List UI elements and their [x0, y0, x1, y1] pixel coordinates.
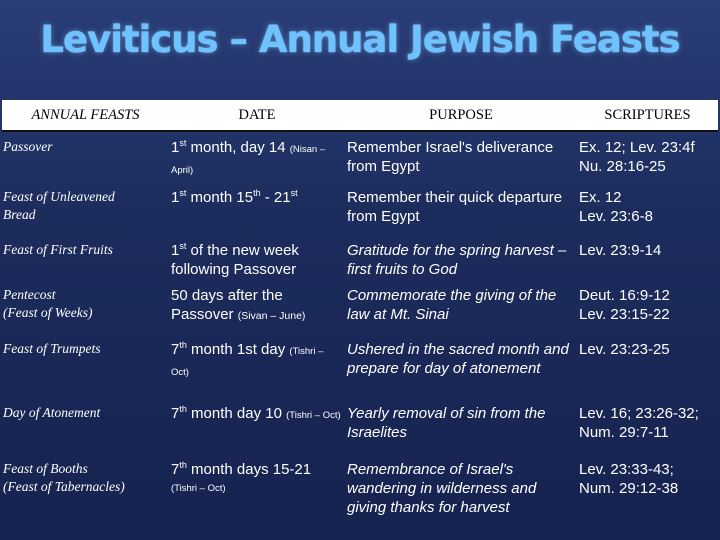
- feasts-table: [2, 100, 718, 521]
- feast-scriptures: Ex. 12; Lev. 23:4f Nu. 28:16-25: [579, 139, 695, 175]
- feast-scriptures: Deut. 16:9-12 Lev. 23:15-22: [579, 287, 670, 323]
- feast-scriptures: Ex. 12 Lev. 23:6-8: [579, 189, 653, 225]
- feast-purpose: Yearly removal of sin from the Israelites: [347, 405, 546, 441]
- feast-date: 7th month days 15-21 (Tishri – Oct): [171, 460, 312, 494]
- feast-scriptures: Lev. 23:23-25: [579, 341, 670, 358]
- feast-scriptures: Lev. 16; 23:26-32; Num. 29:7-11: [579, 405, 699, 441]
- feast-name: Passover: [3, 139, 53, 154]
- feast-purpose: Gratitude for the spring harvest –first fruits to God: [347, 242, 567, 278]
- feast-purpose: Ushered in the sacred month and prepare for day of atonement: [347, 341, 569, 377]
- table-row: [2, 238, 718, 283]
- table-row: [2, 401, 718, 457]
- table-row: [2, 185, 718, 238]
- table-header-row: [2, 100, 718, 131]
- feast-name: Feast of First Fruits: [3, 242, 113, 257]
- table-row: [2, 131, 718, 185]
- feast-name: Day of Atonement: [3, 405, 101, 420]
- feast-date: 7th month day 10 (Tishri – Oct): [171, 404, 341, 422]
- table-row: [2, 457, 718, 521]
- feast-name: Pentecost (Feast of Weeks): [3, 287, 93, 320]
- feast-date: 7th month 1st day (Tishri – Oct): [171, 340, 324, 378]
- feast-purpose: Remember their quick departure from Egypt: [347, 189, 563, 225]
- feast-purpose: Remembrance of Israel's wandering in wilderness and giving thanks for harvest: [347, 461, 537, 516]
- table-row: [2, 337, 718, 401]
- feast-name: Feast of Booths (Feast of Tabernacles): [3, 461, 125, 494]
- feast-date: 1st of the new week following Passover: [171, 241, 299, 278]
- feast-date: 50 days after the Passover (Sivan – June): [171, 287, 306, 323]
- header-purpose: PURPOSE: [345, 100, 577, 131]
- table-row: [2, 283, 718, 337]
- feast-date: 1st month 15th - 21st: [171, 188, 298, 206]
- header-date: DATE: [169, 100, 345, 131]
- feast-scriptures: Lev. 23:9-14: [579, 242, 662, 259]
- feast-purpose: Remember Israel's deliverance from Egypt: [347, 139, 554, 175]
- feast-scriptures: Lev. 23:33-43; Num. 29:12-38: [579, 461, 679, 497]
- slide-title: Leviticus – Annual Jewish Feasts: [40, 18, 680, 61]
- feast-date: 1st month, day 14 (Nisan – April): [171, 138, 326, 176]
- header-scriptures: SCRIPTURES: [577, 100, 718, 131]
- feast-name: Feast of Unleavened Bread: [3, 189, 115, 222]
- feast-purpose: Commemorate the giving of the law at Mt. Sinai: [347, 287, 557, 323]
- feast-name: Feast of Trumpets: [3, 341, 101, 356]
- header-annual-feasts: ANNUAL FEASTS: [2, 100, 169, 131]
